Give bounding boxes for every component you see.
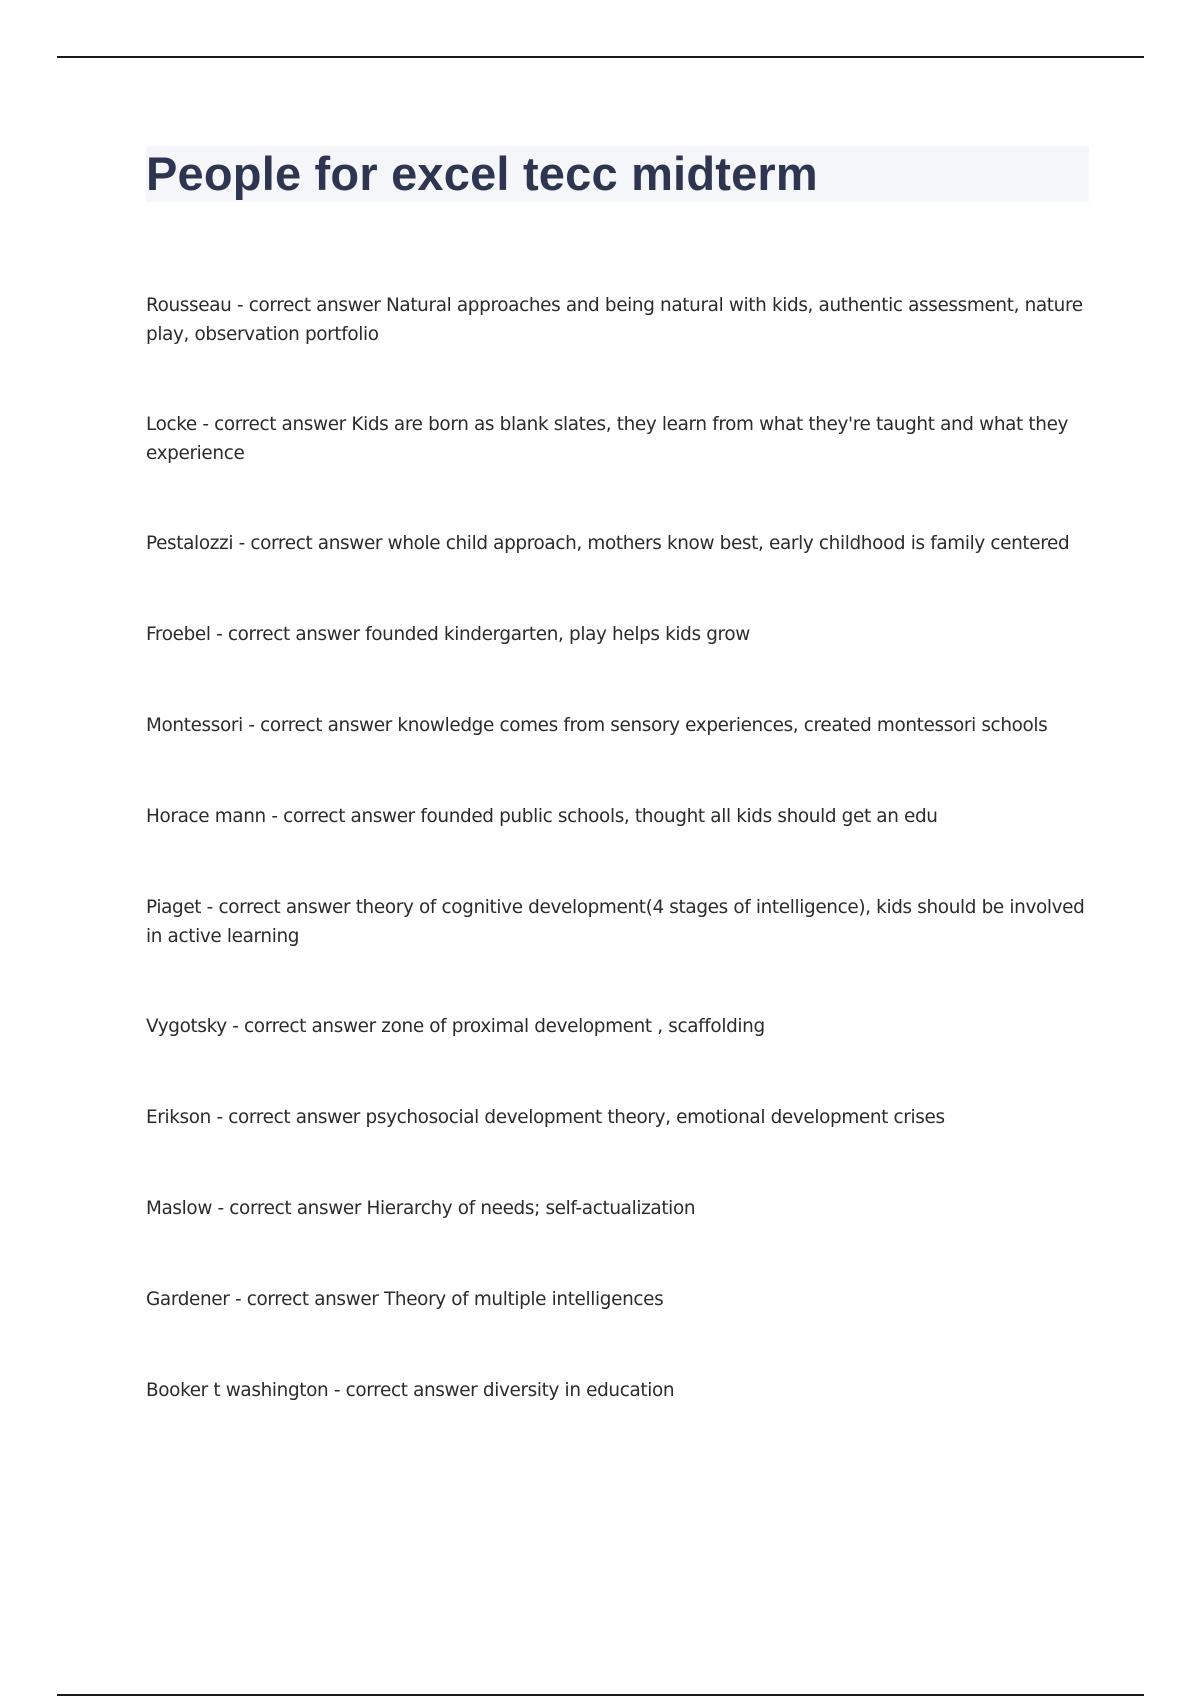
bottom-rule (57, 1694, 1144, 1696)
top-rule (57, 56, 1144, 58)
flashcard-entry-montessori: Montessori - correct answer knowledge comes from sensory experiences, created montessori schools (146, 715, 1048, 736)
flashcard-entry-booker-t-washington: Booker t washington - correct answer diversity in education (146, 1380, 675, 1401)
flashcard-list (146, 291, 1091, 1467)
flashcard-entry-vygotsky: Vygotsky - correct answer zone of proximal development , scaffolding (146, 1016, 765, 1037)
flashcard-entry-froebel: Froebel - correct answer founded kindergarten, play helps kids grow (146, 624, 750, 645)
flashcard-entry-erikson: Erikson - correct answer psychosocial development theory, emotional development crises (146, 1107, 945, 1128)
page-title: People for excel tecc midterm (146, 147, 818, 200)
flashcard-entry-gardener: Gardener - correct answer Theory of multiple intelligences (146, 1289, 664, 1310)
flashcard-entry-maslow: Maslow - correct answer Hierarchy of needs; self-actualization (146, 1198, 696, 1219)
flashcard-entry-horace-mann: Horace mann - correct answer founded public schools, thought all kids should get an edu (146, 806, 938, 827)
flashcard-entry-pestalozzi: Pestalozzi - correct answer whole child approach, mothers know best, early childhood is family centered (146, 533, 1070, 554)
flashcard-entry-piaget: Piaget - correct answer theory of cognitive development(4 stages of intelligence), kids should be involved in active learning (146, 897, 1085, 947)
flashcard-entry-locke: Locke - correct answer Kids are born as blank slates, they learn from what they're taught and what they experience (146, 414, 1069, 464)
flashcard-entry-rousseau: Rousseau - correct answer Natural approaches and being natural with kids, authentic assessment, nature play, observation portfolio (146, 295, 1083, 345)
